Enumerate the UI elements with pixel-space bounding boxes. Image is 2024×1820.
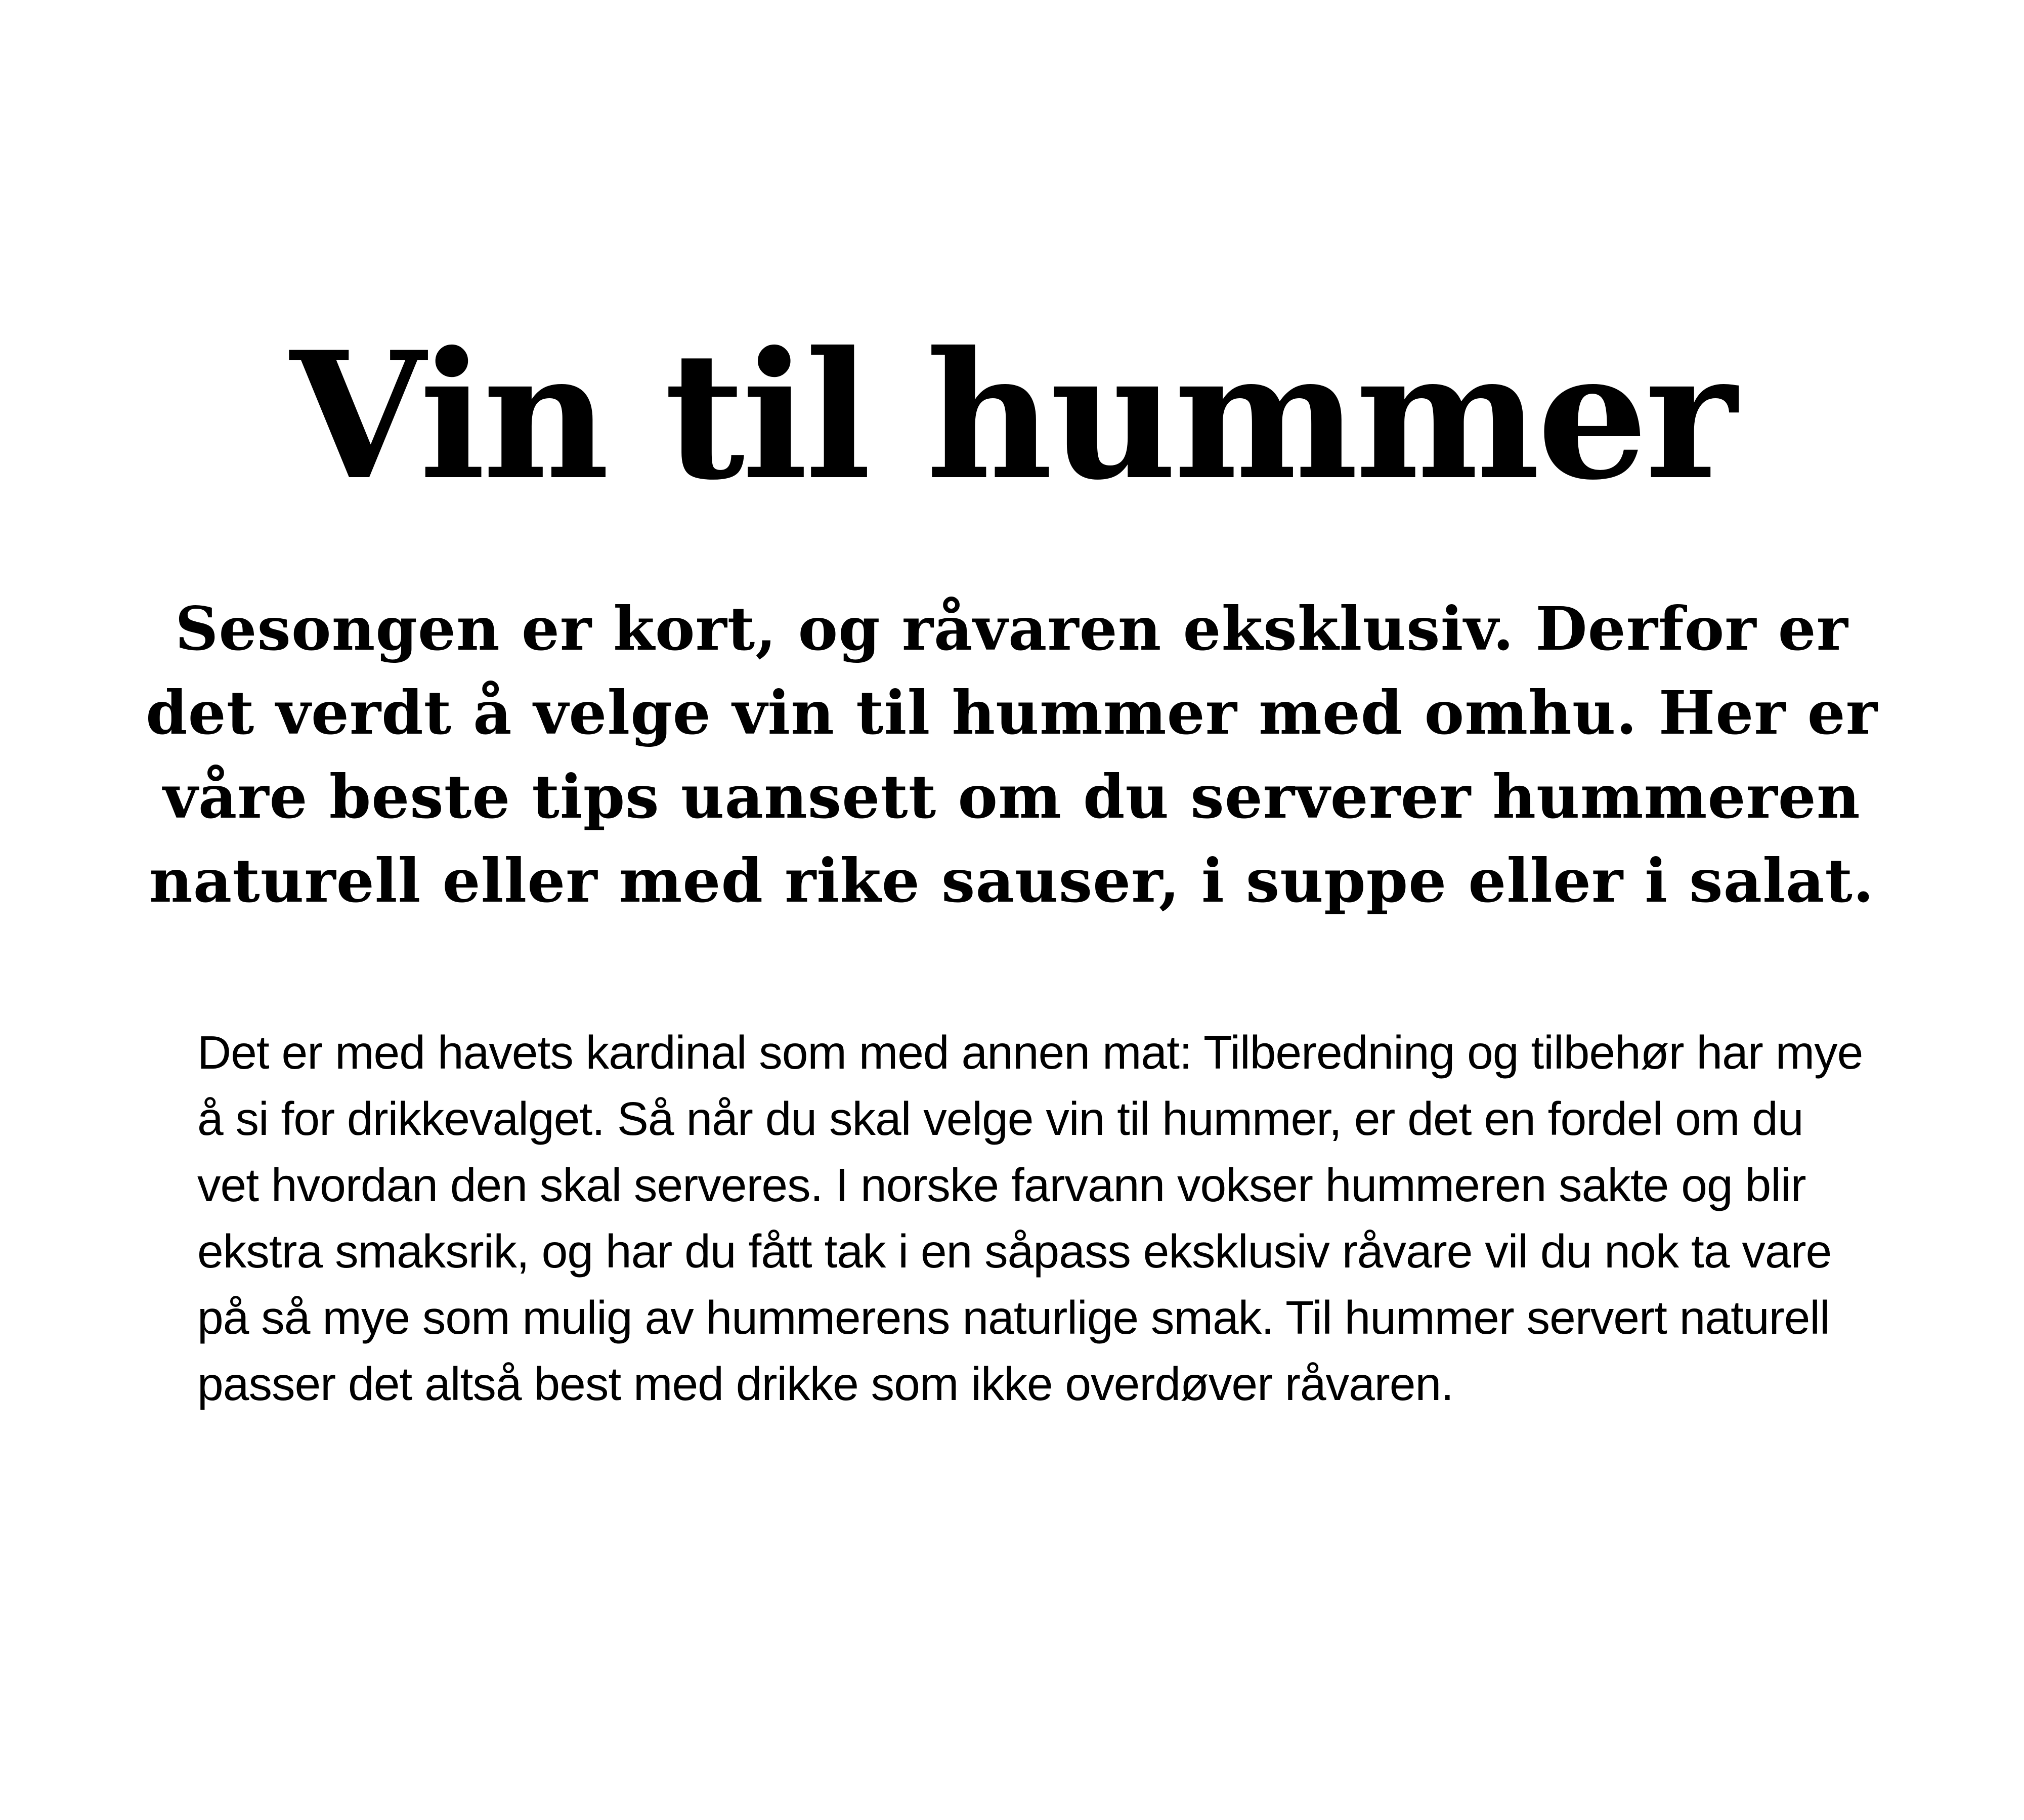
article-lead: Sesongen er kort, og råvaren eksklusiv. Derfor er det verdt å velge vin til hummer med omhu. Her er våre beste tips uansett om du serverer hummeren naturell eller med rike sauser, i suppe eller i salat. [146,594,1878,916]
article-title: Vin til hummer [290,314,1734,519]
article-body: Det er med havets kardinal som med annen mat: Tilberedning og tilbehør har mye å si for drikkevalget. Så når du skal velge vin til hummer, er det en fordel om du vet hvordan den skal serveres. I norske farvann vokser hummeren sakte og blir ekstra smaksrik, og har du fått tak i en såpass eksklusiv råvare vil du nok ta vare på så mye som mulig av hummerens naturlige smak. Til hummer servert naturell passer det altså best med drikke som ikke overdøver råvaren. [197,1026,1863,1410]
